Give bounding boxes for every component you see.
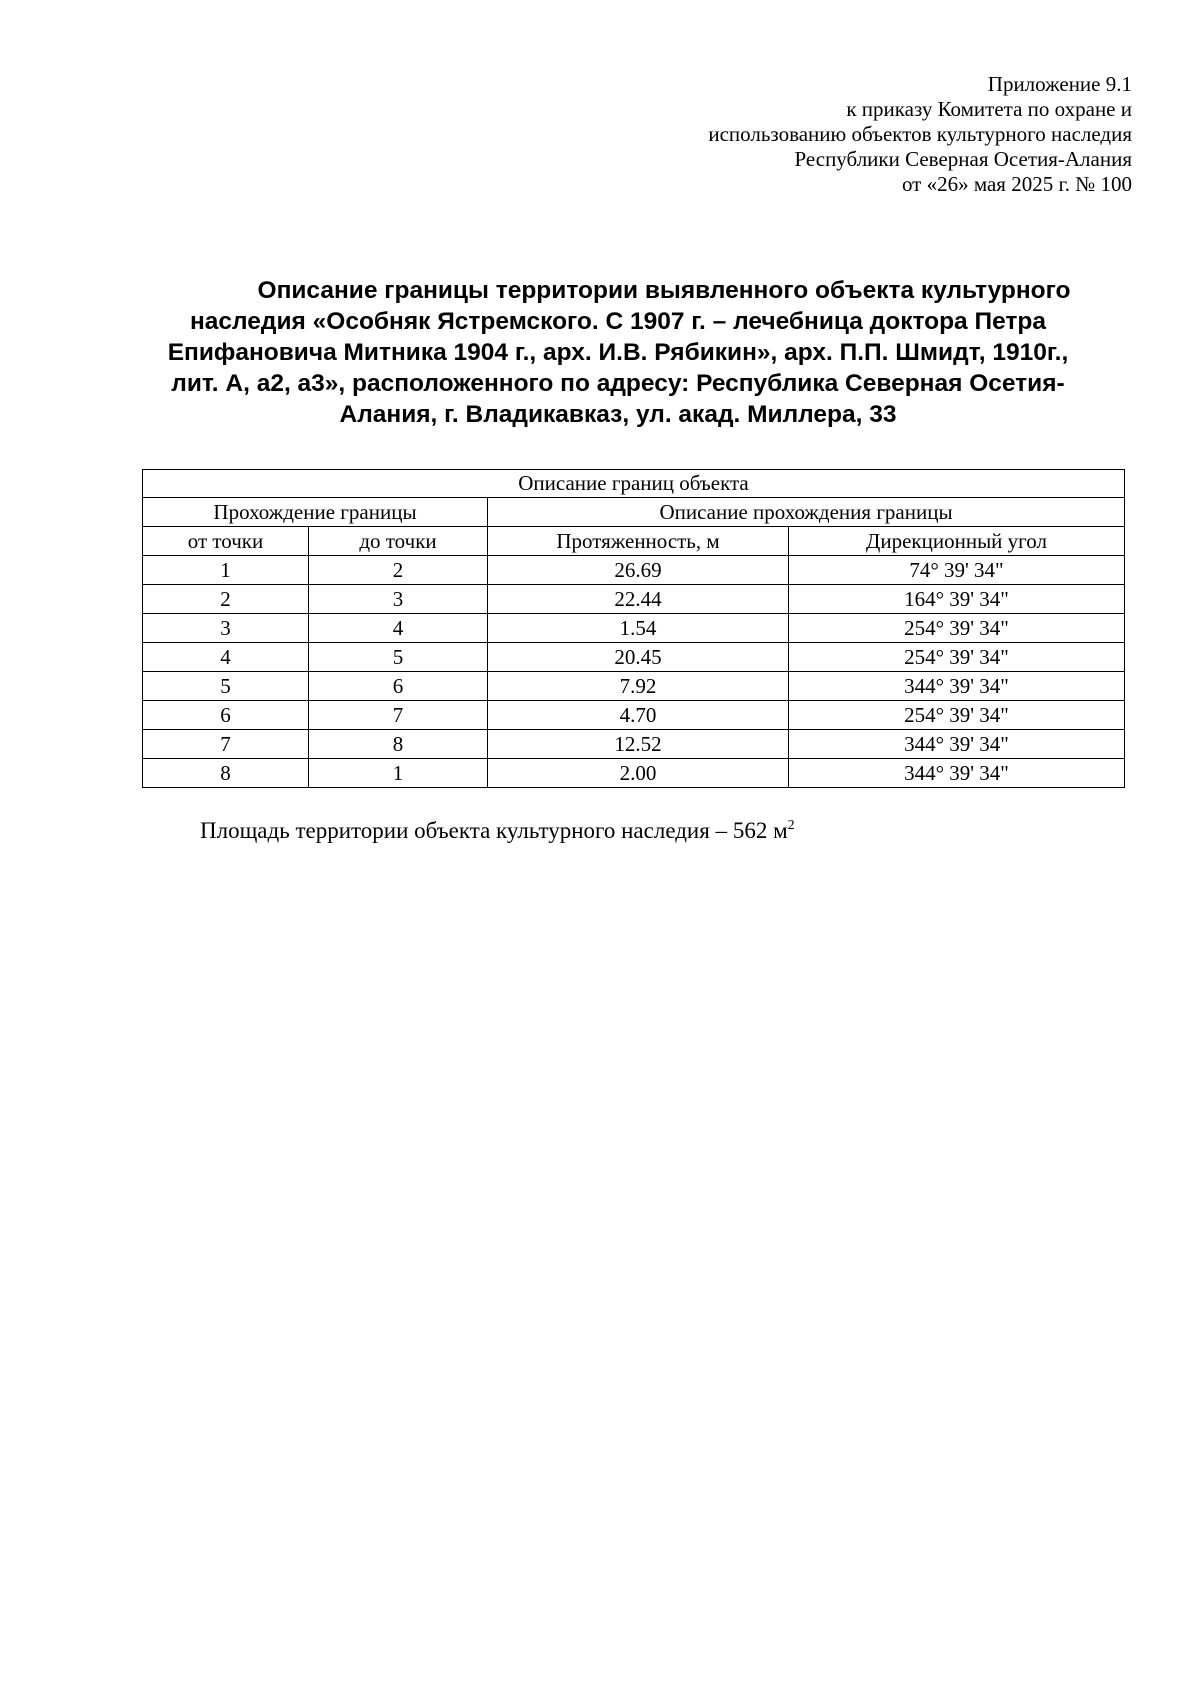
cell-length: 7.92 — [488, 672, 789, 701]
appendix-line: Республики Северная Осетия-Алания — [794, 147, 1132, 171]
cell-to-point: 7 — [309, 701, 488, 730]
appendix-line: к приказу Комитета по охране и — [846, 97, 1132, 121]
cell-from-point: 5 — [143, 672, 309, 701]
cell-angle: 344° 39' 34" — [789, 759, 1125, 788]
cell-from-point: 7 — [143, 730, 309, 759]
document-title — [128, 275, 1108, 430]
cell-angle: 254° 39' 34" — [789, 701, 1125, 730]
cell-angle: 74° 39' 34" — [789, 556, 1125, 585]
boundary-table — [142, 469, 1125, 788]
cell-to-point: 1 — [309, 759, 488, 788]
table-row — [143, 643, 1125, 672]
cell-angle: 164° 39' 34" — [789, 585, 1125, 614]
table-row — [143, 730, 1125, 759]
table-caption: Описание границ объекта — [143, 470, 1125, 498]
cell-to-point: 5 — [309, 643, 488, 672]
cell-length: 12.52 — [488, 730, 789, 759]
title-line: Алания, г. Владикавказ, ул. акад. Миллера, 33 — [339, 401, 897, 428]
appendix-line: от «26» мая 2025 г. № 100 — [901, 172, 1132, 196]
title-line: Описание границы территории выявленного объекта культурного — [257, 277, 1071, 304]
group-header-description: Описание прохождения границы — [488, 498, 1125, 527]
table-row — [143, 585, 1125, 614]
appendix-header — [572, 72, 1132, 197]
cell-length: 20.45 — [488, 643, 789, 672]
cell-length: 2.00 — [488, 759, 789, 788]
column-header-angle: Дирекционный угол — [789, 527, 1125, 556]
table-row — [143, 614, 1125, 643]
table-row — [143, 556, 1125, 585]
cell-angle: 344° 39' 34" — [789, 672, 1125, 701]
group-header-passage: Прохождение границы — [143, 498, 488, 527]
cell-length: 4.70 — [488, 701, 789, 730]
title-line: наследия «Особняк Ястремского. С 1907 г. – лечебница доктора Петра — [190, 308, 1046, 335]
area-statement — [200, 818, 795, 844]
table-row — [143, 672, 1125, 701]
cell-to-point: 8 — [309, 730, 488, 759]
cell-angle: 254° 39' 34" — [789, 614, 1125, 643]
cell-angle: 254° 39' 34" — [789, 643, 1125, 672]
cell-length: 26.69 — [488, 556, 789, 585]
table-header-row — [143, 527, 1125, 556]
cell-from-point: 4 — [143, 643, 309, 672]
cell-to-point: 4 — [309, 614, 488, 643]
table-group-header-row — [143, 498, 1125, 527]
area-unit-superscript: 2 — [787, 818, 795, 833]
appendix-line: использованию объектов культурного наследия — [708, 122, 1132, 146]
cell-length: 1.54 — [488, 614, 789, 643]
column-header-length: Протяженность, м — [488, 527, 789, 556]
cell-from-point: 6 — [143, 701, 309, 730]
cell-to-point: 6 — [309, 672, 488, 701]
column-header-from: от точки — [143, 527, 309, 556]
table-caption-row — [143, 470, 1125, 498]
cell-from-point: 2 — [143, 585, 309, 614]
column-header-to: до точки — [309, 527, 488, 556]
cell-to-point: 2 — [309, 556, 488, 585]
cell-from-point: 3 — [143, 614, 309, 643]
cell-from-point: 1 — [143, 556, 309, 585]
cell-length: 22.44 — [488, 585, 789, 614]
area-text: Площадь территории объекта культурного наследия – 562 м — [200, 818, 788, 843]
cell-from-point: 8 — [143, 759, 309, 788]
table-row — [143, 759, 1125, 788]
cell-angle: 344° 39' 34" — [789, 730, 1125, 759]
table-row — [143, 701, 1125, 730]
title-line: лит. А, а2, а3», расположенного по адресу: Республика Северная Осетия- — [171, 370, 1065, 397]
cell-to-point: 3 — [309, 585, 488, 614]
appendix-line: Приложение 9.1 — [987, 72, 1132, 96]
title-line: Епифановича Митника 1904 г., арх. И.В. Рябикин», арх. П.П. Шмидт, 1910г., — [167, 339, 1069, 366]
